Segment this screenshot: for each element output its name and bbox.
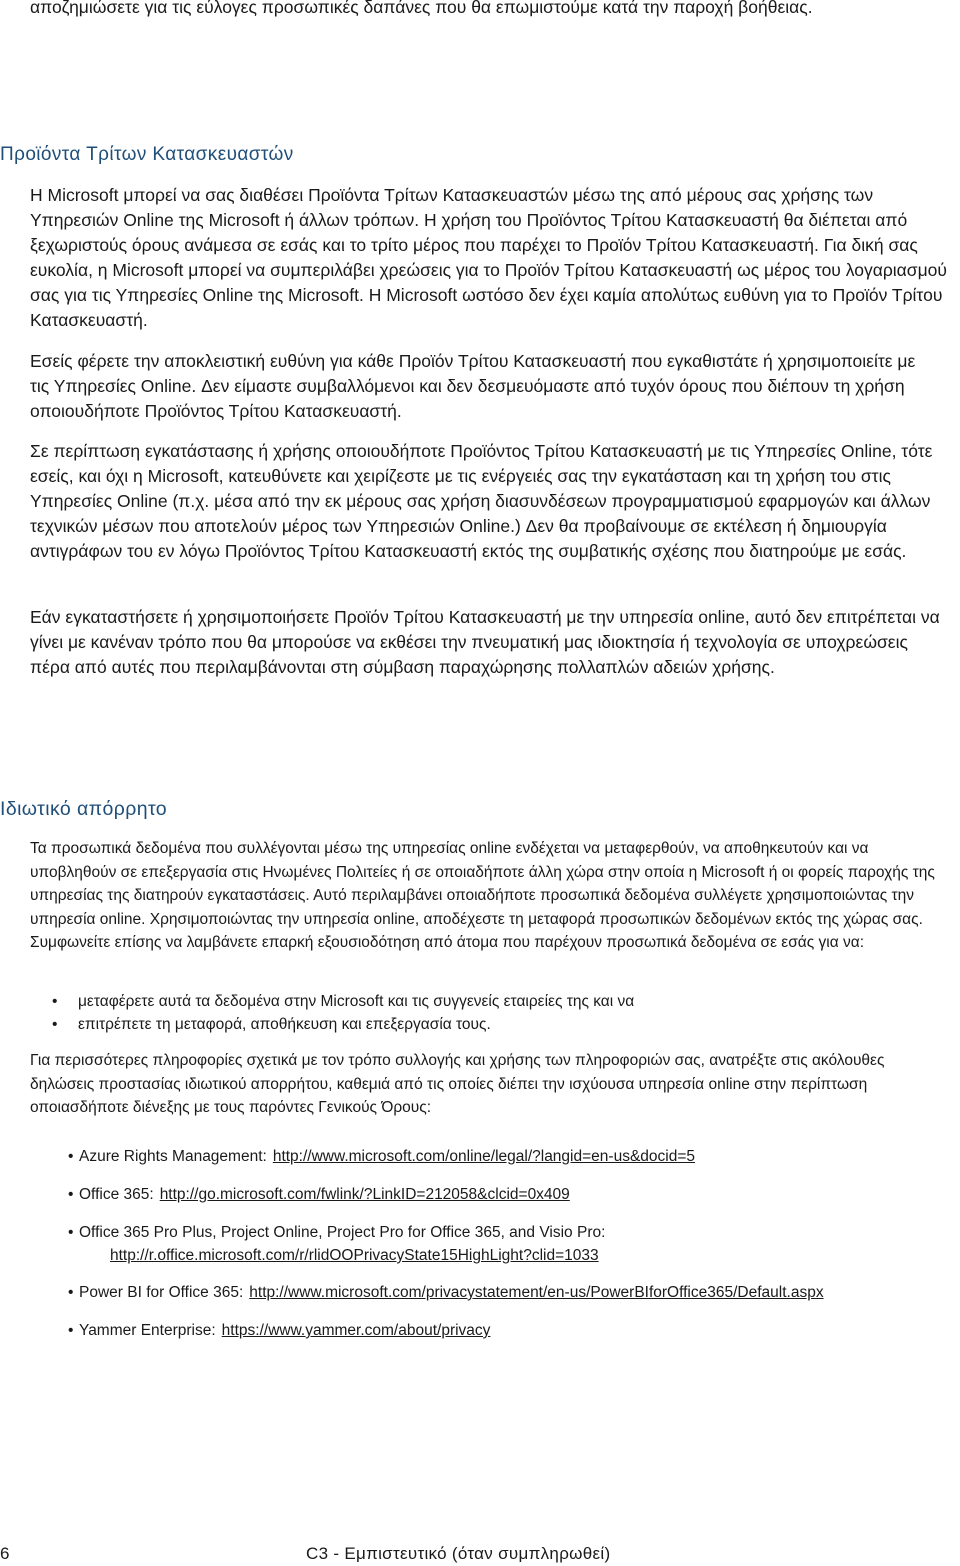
paragraph-third-party-ip: Εάν εγκαταστήσετε ή χρησιμοποιήσετε Προϊόν Τρίτου Κατασκευαστή με την υπηρεσία online, αυτό δεν επιτρέπεται να γίνει με κανέναν τρόπο που θα μπορούσε να εκθέσει την πνευματική μας ιδιοκτησία ή τεχνολογία σε υποχρεώσεις πέρα από αυτές που περιλαμβάνονται στη σύμβαση παραχώρησης πολλαπλών αδειών χρήσης.	[30, 607, 940, 677]
footer-classification: C3 - Εμπιστευτικό (όταν συμπληρωθεί)	[306, 1544, 611, 1563]
privacy-link-label: Office 365:	[79, 1186, 154, 1203]
privacy-link-office-proplus[interactable]: http://r.office.microsoft.com/r/rlidOOPrivacyState15HighLight?clid=1033	[110, 1247, 599, 1264]
paragraph-privacy-intro: Τα προσωπικά δεδομένα που συλλέγονται μέσω της υπηρεσίας online ενδέχεται να μεταφερθούν, να αποθηκευτούν και να υποβληθούν σε επεξεργασία στις Ηνωμένες Πολιτείες ή σε οποιαδήποτε άλλη χώρα στην οποία η Microsoft ή οι φορείς παροχής της υπηρεσίας της διατηρούν εγκαταστάσεις. Αυτό περιλαμβάνει οποιαδήποτε προσωπικά δεδομένα συλλέγετε χρησιμοποιώντας την υπηρεσία online. Χρησιμοποιώντας την υπηρεσία online, αποδέχεστε τη μεταφορά προσωπικών δεδομένων εκτός της χώρας σας. Συμφωνείτε επίσης να λαμβάνετε επαρκή εξουσιοδότηση από άτομα που παρέχουν προσωπικά δεδομένα σε εσάς για να:	[30, 840, 935, 951]
privacy-link-office365[interactable]: http://go.microsoft.com/fwlink/?LinkID=212058&clcid=0x409	[159, 1186, 570, 1203]
page-number: 6	[0, 1544, 10, 1563]
privacy-link-row-office-proplus	[68, 1221, 605, 1267]
privacy-link-powerbi[interactable]: http://www.microsoft.com/privacystatement/en-us/PowerBIforOffice365/Default.aspx	[249, 1284, 824, 1301]
paragraph-third-party-intro: Η Microsoft μπορεί να σας διαθέσει Προϊόντα Τρίτων Κατασκευαστών μέσω της από μέρους σας χρήσης των Υπηρεσιών Online της Microsoft ή άλλων τρόπων. Η χρήση του Προϊόντος Τρίτου Κατασκευαστή θα διέπεται από ξεχωριστούς όρους ανάμεσα σε εσάς και το τρίτο μέρος που παρέχει το Προϊόν Τρίτου Κατασκευαστή. Για δική σας ευκολία, η Microsoft μπορεί να συμπεριλάβει χρεώσεις για το Προϊόν Τρίτου Κατασκευαστή ως μέρος του λογαριασμού σας για τις Υπηρεσίες Online της Microsoft. Η Microsoft ωστόσο δεν έχει καμία απολύτως ευθύνη για το Προϊόν Τρίτου Κατασκευαστή.	[30, 185, 947, 330]
list-item: • επιτρέπετε τη μεταφορά, αποθήκευση και επεξεργασία τους.	[30, 1013, 930, 1036]
privacy-link-label: Power BI for Office 365:	[79, 1284, 244, 1301]
privacy-link-row-yammer	[68, 1319, 490, 1342]
bullet-icon: •	[68, 1322, 74, 1339]
privacy-bullet-list	[30, 990, 930, 1036]
continued-paragraph: αποζημιώσετε για τις εύλογες προσωπικές δαπάνες που θα επωμιστούμε κατά την παροχή βοήθειας.	[30, 0, 813, 17]
list-item: • μεταφέρετε αυτά τα δεδομένα στην Microsoft και τις συγγενείς εταιρείες της και να	[30, 990, 930, 1013]
privacy-link-label: Office 365 Pro Plus, Project Online, Project Pro for Office 365, and Visio Pro:	[79, 1224, 606, 1241]
bullet-icon: •	[68, 1284, 74, 1301]
privacy-link-row-azure	[68, 1145, 695, 1168]
bullet-icon: •	[68, 1186, 74, 1203]
paragraph-privacy-more-info: Για περισσότερες πληροφορίες σχετικά με τον τρόπο συλλογής και χρήσης των πληροφοριών σας, ανατρέξτε στις ακόλουθες δηλώσεις προστασίας ιδιωτικού απορρήτου, καθεμιά από τις οποίες διέπει την ισχύουσα υπηρεσία online στην περίπτωση οποιασδήποτε διένεξης με τους παρόντες Γενικούς Όρους:	[30, 1052, 885, 1116]
privacy-link-row-office365	[68, 1183, 570, 1206]
section-heading-third-party-products: Προϊόντα Τρίτων Κατασκευαστών	[0, 144, 294, 165]
paragraph-third-party-installation: Σε περίπτωση εγκατάστασης ή χρήσης οποιουδήποτε Προϊόντος Τρίτου Κατασκευαστή με τις Υπηρεσίες Online, τότε εσείς, και όχι η Microsoft, κατευθύνετε και χειρίζεστε με τις ενέργειές σας την εγκατάσταση και τη χρήση του στις Υπηρεσίες Online (π.χ. μέσα από την εκ μέρους σας χρήση διασυνδέσεων προγραμματισμού εφαρμογών και άλλων τεχνικών μέσων που αποτελούν μέρος των Υπηρεσιών Online.) Δεν θα προβαίνουμε σε εκτέλεση ή δημιουργία αντιγράφων του εν λόγω Προϊόντος Τρίτου Κατασκευαστή εκτός της συμβατικής σχέσης που διατηρούμε με εσάς.	[30, 441, 933, 561]
bullet-icon: •	[68, 1224, 74, 1241]
paragraph-third-party-responsibility: Εσείς φέρετε την αποκλειστική ευθύνη για κάθε Προϊόν Τρίτου Κατασκευαστή που εγκαθιστάτε ή χρησιμοποιείτε με τις Υπηρεσίες Online. Δεν είμαστε συμβαλλόμενοι και δεν δεσμευόμαστε από τυχόν όρους που διέπουν τη χρήση οποιουδήποτε Προϊόντος Τρίτου Κατασκευαστή.	[30, 351, 916, 421]
privacy-link-label: Azure Rights Management:	[79, 1148, 267, 1165]
privacy-link-yammer[interactable]: https://www.yammer.com/about/privacy	[221, 1322, 491, 1339]
section-heading-privacy: Ιδιωτικό απόρρητο	[0, 798, 168, 820]
privacy-link-azure[interactable]: http://www.microsoft.com/online/legal/?langid=en-us&docid=5	[272, 1148, 696, 1165]
privacy-link-label: Yammer Enterprise:	[79, 1322, 216, 1339]
privacy-link-row-powerbi	[68, 1281, 824, 1304]
bullet-icon: •	[68, 1148, 74, 1165]
